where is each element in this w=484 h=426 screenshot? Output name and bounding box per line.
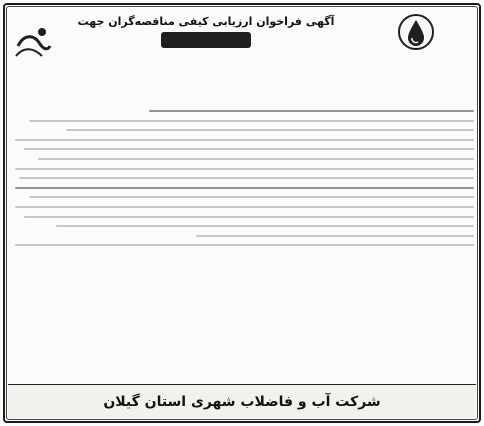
water-company-emblem-icon bbox=[396, 12, 436, 52]
notice-header bbox=[8, 8, 476, 94]
illegible-line bbox=[10, 135, 474, 145]
illegible-line bbox=[10, 116, 474, 126]
notice-clauses bbox=[10, 106, 474, 362]
company-logo-block bbox=[362, 12, 470, 88]
publication-dates bbox=[10, 364, 474, 380]
illegible-line bbox=[10, 125, 474, 135]
illegible-line bbox=[10, 183, 474, 193]
illegible-line bbox=[10, 240, 474, 250]
notice-title: آگهی فراخوان ارزیابی کیفی مناقصه‌گران جهت bbox=[77, 15, 335, 28]
illegible-line bbox=[10, 106, 474, 116]
illegible-line bbox=[10, 212, 474, 222]
illegible-line bbox=[10, 144, 474, 154]
illegible-line bbox=[10, 231, 474, 241]
company-footer bbox=[8, 384, 476, 418]
system-number-line bbox=[40, 92, 444, 104]
illegible-line bbox=[10, 221, 474, 231]
illegible-line bbox=[10, 164, 474, 174]
illegible-line bbox=[10, 202, 474, 212]
illegible-line bbox=[10, 173, 474, 183]
notice-number-badge bbox=[161, 32, 251, 48]
footer-company-name: شرکت آب و فاضلاب شهری استان گیلان bbox=[103, 393, 381, 410]
decorative-wave-icon bbox=[12, 16, 52, 74]
illegible-line bbox=[10, 154, 474, 164]
illegible-line bbox=[10, 192, 474, 202]
title-banner bbox=[54, 14, 358, 78]
